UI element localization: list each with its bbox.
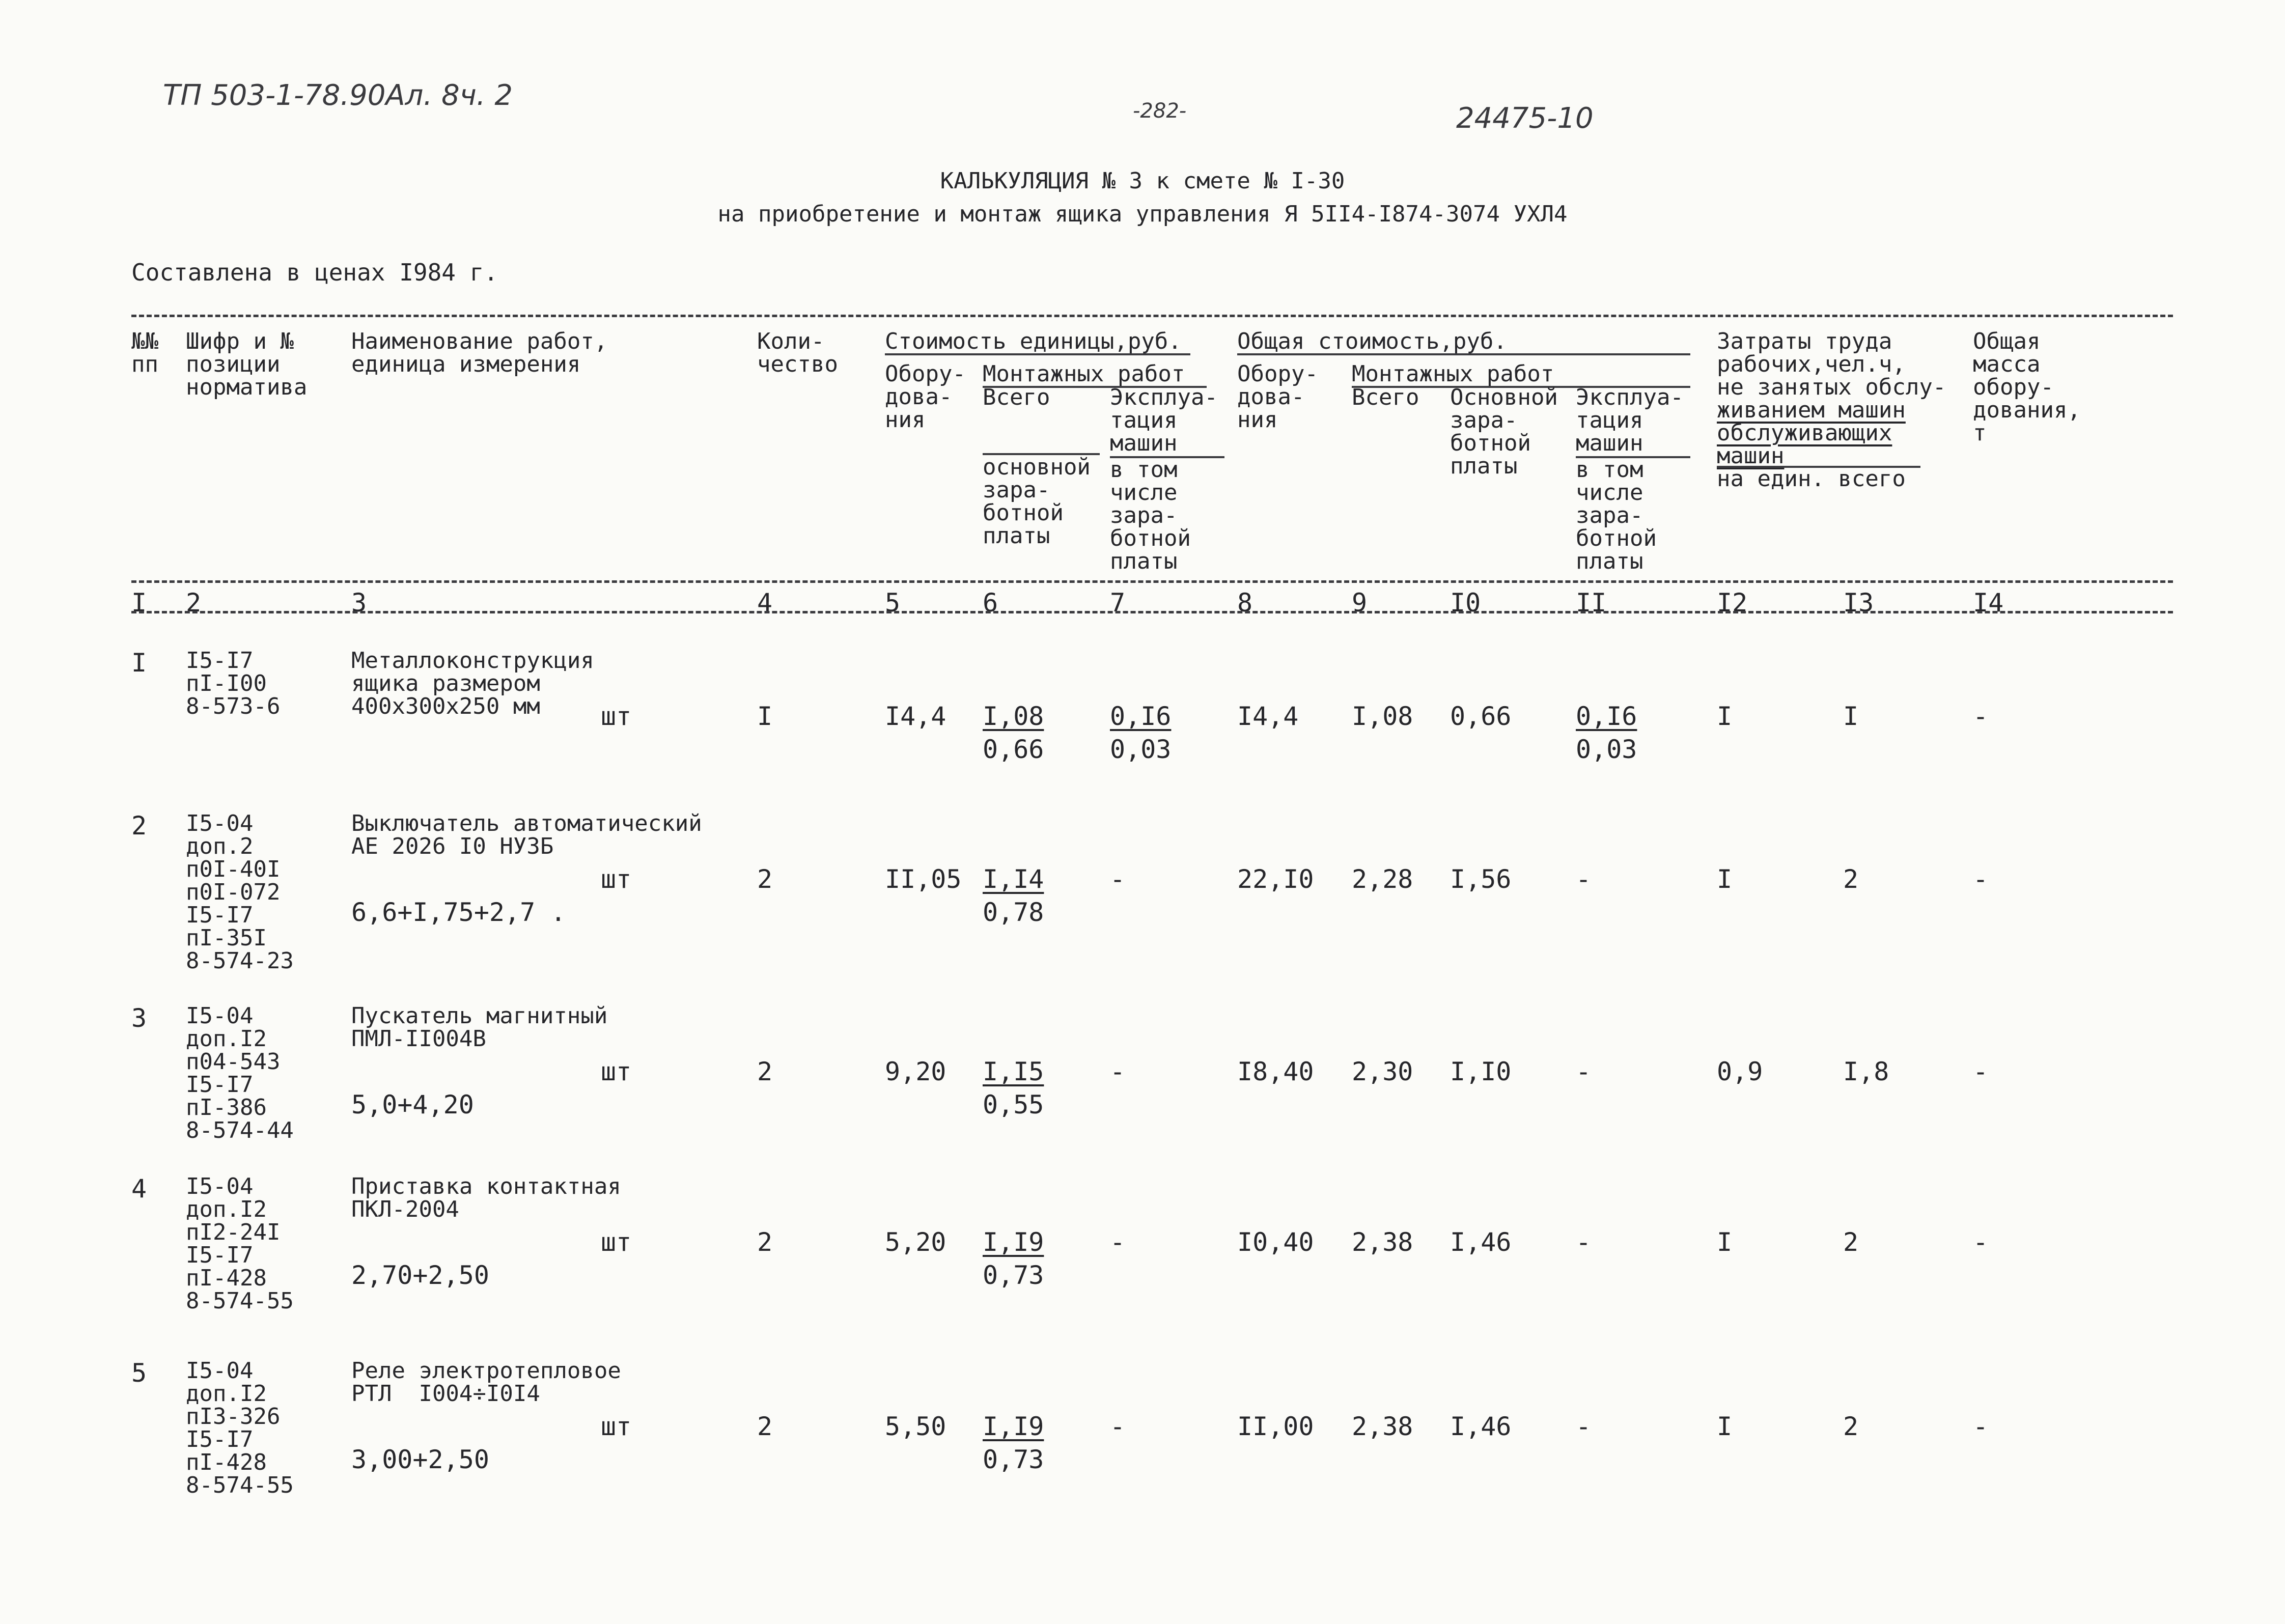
header-total-wage: Основной зара- ботной платы [1450,384,1558,479]
header-total-exploitation: Эксплуа- тация машин [1576,384,1684,456]
table-top-rule [131,315,2173,317]
total-wage: I,I0 [1450,1057,1512,1086]
column-number: 7 [1110,588,1126,618]
row-number: 3 [131,1003,147,1033]
quantity-calculation: 2,70+2,50 [351,1261,489,1290]
unit-exploitation: - [1110,1412,1126,1441]
total-equipment-cost: I4,4 [1237,702,1299,731]
column-number: 9 [1352,588,1368,618]
header-quantity: Коли- чество [757,328,838,377]
unit-exploitation-wage: 0,03 [1110,735,1172,764]
prices-note: Составлена в ценах I984 г. [131,259,498,286]
unit-mount-wage: 0,78 [983,898,1044,927]
total-cost-underline [1237,353,1690,355]
labor-per-unit: I [1717,702,1733,731]
row-number: 5 [131,1358,147,1388]
equipment-mass: - [1973,702,1989,731]
total-exploitation: - [1576,1227,1592,1257]
work-name: Пускатель магнитный ПМЛ-II004В [351,1003,608,1052]
total-exploitation-wage: 0,03 [1576,735,1637,764]
header-total-exploitation-wage: в том числе зара- ботной платы [1576,457,1657,574]
total-wage: I,46 [1450,1412,1512,1441]
quantity-calculation: 5,0+4,20 [351,1090,474,1119]
column-number: 4 [757,588,773,618]
row-number: 2 [131,811,147,841]
unit-of-measure: шт [601,702,632,731]
unit-of-measure: шт [601,1057,632,1086]
unit-equipment-cost: 5,50 [885,1412,946,1441]
total-equipment-cost: I0,40 [1237,1227,1314,1257]
labor-total: I,8 [1843,1057,1889,1086]
header-total-mount-works: Монтажных работ [1352,361,1554,387]
header-row-number: №№ пп [131,328,158,377]
header-labor-per-unit-total: на един. всего [1717,466,1906,492]
header-unit-mount-works: Монтажных работ [983,361,1185,387]
total-equipment-cost: I8,40 [1237,1057,1314,1086]
table-row [0,647,2285,815]
labor-per-unit: I [1717,864,1733,894]
row-number: I [131,648,147,678]
header-total-equipment: Обору- дова- ния [1237,361,1318,433]
column-number: 8 [1237,588,1253,618]
equipment-mass: - [1973,1057,1989,1086]
total-equipment-cost: II,00 [1237,1412,1314,1441]
header-labor-costs: Затраты труда рабочих,чел.ч, не занятых обслу- [1717,328,1946,400]
unit-of-measure: шт [601,1412,632,1441]
unit-equipment-cost: 9,20 [885,1057,946,1086]
document-code: ТП 503-1-78.90Ал. 8ч. 2 [163,79,513,112]
labor-per-unit: I [1717,1412,1733,1441]
column-number: I2 [1717,588,1748,618]
header-unit-equipment: Обору- дова- ния [885,361,966,433]
total-exploitation: - [1576,1057,1592,1086]
total-mount-sum: 2,28 [1352,864,1413,894]
quantity-calculation: 3,00+2,50 [351,1445,489,1474]
quantity: 2 [757,1227,773,1257]
header-total-cost: Общая стоимость,руб. [1237,328,1507,354]
equipment-mass: - [1973,864,1989,894]
column-numbers-bottom-rule [131,611,2173,613]
unit-exploitation: - [1110,864,1126,894]
table-row [0,1002,2285,1170]
header-unit-mount-total: Всего [983,384,1050,410]
unit-mount-total: I,I4 [983,864,1044,894]
unit-equipment-cost: I4,4 [885,702,946,731]
column-number: I [131,588,147,618]
total-mount-sum: 2,38 [1352,1227,1413,1257]
total-exploitation: 0,I6 [1576,702,1637,731]
unit-mount-total: I,I9 [983,1412,1044,1441]
norm-code: I5-04 доп.2 п0I-40I п0I-072 I5-I7 пI-35I 8-574-23 [186,810,294,974]
column-number: 5 [885,588,901,618]
column-number: 6 [983,588,998,618]
labor-total: I [1843,702,1859,731]
quantity: 2 [757,1057,773,1086]
quantity: I [757,702,773,731]
unit-equipment-cost: 5,20 [885,1227,946,1257]
unit-cost-underline [885,353,1190,355]
total-wage: I,56 [1450,864,1512,894]
norm-code: I5-04 доп.I2 пI3-326 I5-I7 пI-428 8-574-55 [186,1358,294,1498]
header-labor-machines: живанием машин обслуживающих машин [1717,397,1906,469]
total-equipment-cost: 22,I0 [1237,864,1314,894]
table-row [0,1357,2285,1525]
work-name: Выключатель автоматический АЕ 2026 I0 НУЗБ [351,810,702,859]
total-exploitation: - [1576,864,1592,894]
total-mount-sum: 2,38 [1352,1412,1413,1441]
unit-exploitation: 0,I6 [1110,702,1172,731]
norm-code: I5-I7 пI-I00 8-573-6 [186,648,281,719]
column-numbers-top-rule [131,580,2173,583]
quantity: 2 [757,864,773,894]
unit-of-measure: шт [601,864,632,894]
work-name: Приставка контактная ПКЛ-2004 [351,1173,621,1222]
page-number: -282- [1133,99,1187,123]
header-equipment-mass: Общая масса обору- дования, т [1973,328,2081,446]
norm-code: I5-04 доп.I2 пI2-24I I5-I7 пI-428 8-574-55 [186,1173,294,1314]
row-number: 4 [131,1174,147,1203]
unit-mount-wage: 0,73 [983,1261,1044,1290]
equipment-mass: - [1973,1412,1989,1441]
unit-mount-total: I,I5 [983,1057,1044,1086]
header-unit-exploitation-wage: в том числе зара- ботной платы [1110,457,1191,574]
equipment-mass: - [1973,1227,1989,1257]
labor-per-unit: I [1717,1227,1733,1257]
total-exploitation: - [1576,1412,1592,1441]
unit-exploitation: - [1110,1227,1126,1257]
quantity: 2 [757,1412,773,1441]
unit-mount-total: I,I9 [983,1227,1044,1257]
unit-equipment-cost: II,05 [885,864,962,894]
header-norm-code: Шифр и № позиции норматива [186,328,308,400]
column-number: I0 [1450,588,1481,618]
work-name: Металлоконструкция ящика размером 400x300x250 мм [351,648,594,719]
unit-mount-total: I,08 [983,702,1044,731]
total-mount-sum: 2,30 [1352,1057,1413,1086]
document-number: 24475-10 [1456,102,1594,135]
labor-per-unit: 0,9 [1717,1057,1763,1086]
work-name: Реле электротепловое РТЛ I004÷I0I4 [351,1358,621,1407]
labor-total: 2 [1843,1227,1859,1257]
column-number: II [1576,588,1607,618]
column-number: 3 [351,588,367,618]
labor-divider [1717,466,1920,468]
calculation-subtitle: на приобретение и монтаж ящика управления Я 5II4-I874-3074 УХЛ4 [717,201,1568,227]
table-row [0,1172,2285,1340]
total-wage: 0,66 [1450,702,1512,731]
calculation-title: КАЛЬКУЛЯЦИЯ № 3 к смете № I-30 [940,168,1345,194]
total-mount-sum: I,08 [1352,702,1413,731]
labor-total: 2 [1843,864,1859,894]
column-number: 2 [186,588,202,618]
table-row [0,809,2285,977]
unit-exploitation: - [1110,1057,1126,1086]
header-unit-mount-wage: основной зара- ботной платы [983,454,1091,549]
header-unit-cost: Стоимость единицы,руб. [885,328,1182,354]
unit-mount-wage: 0,55 [983,1090,1044,1119]
column-number: I4 [1973,588,2004,618]
quantity-calculation: 6,6+I,75+2,7 . [351,898,566,927]
labor-total: 2 [1843,1412,1859,1441]
header-unit-exploitation: Эксплуа- тация машин [1110,384,1218,456]
unit-mount-wage: 0,73 [983,1445,1044,1474]
header-total-mount-sum: Всего [1352,384,1419,410]
header-work-name: Наименование работ, единица измерения [351,328,608,377]
column-number: I3 [1843,588,1874,618]
total-wage: I,46 [1450,1227,1512,1257]
unit-of-measure: шт [601,1227,632,1257]
unit-mount-wage: 0,66 [983,735,1044,764]
norm-code: I5-04 доп.I2 п04-543 I5-I7 пI-386 8-574-44 [186,1003,294,1143]
